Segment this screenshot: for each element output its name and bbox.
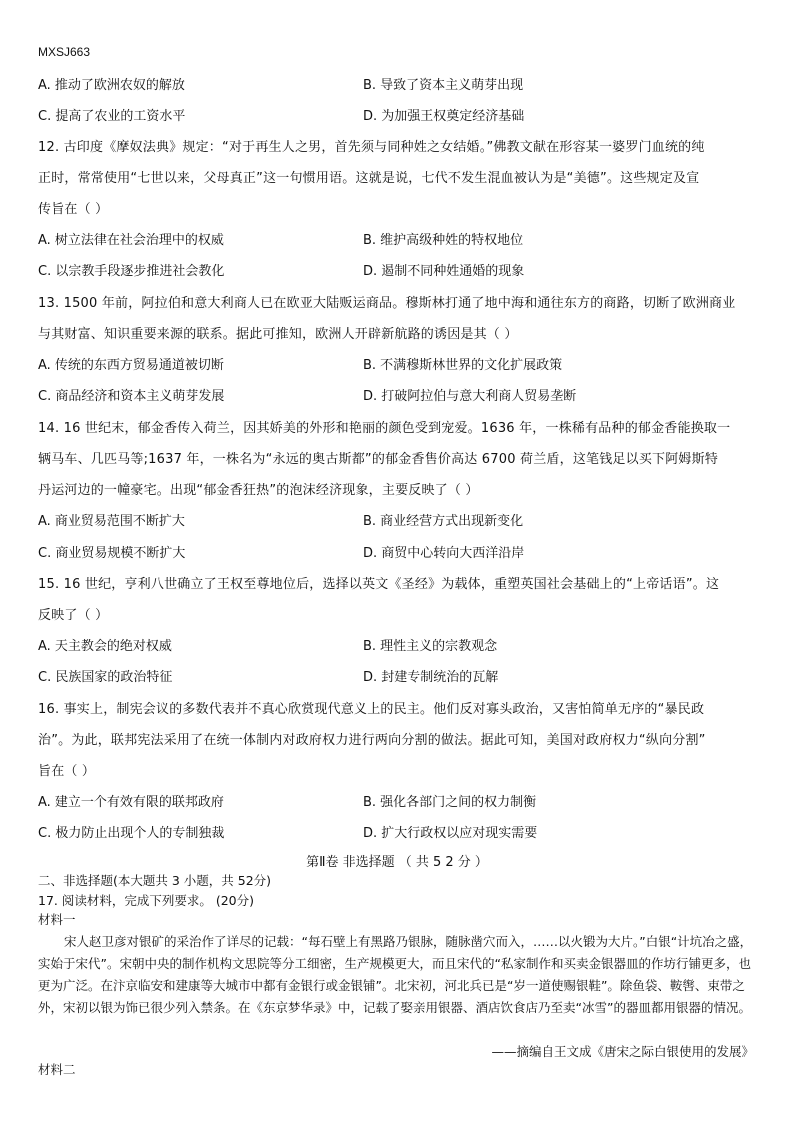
part2-title: 第Ⅱ卷 非选择题 （ 共 5 2 分 ） xyxy=(306,855,488,870)
q11-option-a: A. 推动了欧洲农奴的解放 xyxy=(38,78,185,93)
q13-option-a: A. 传统的东西方贸易通道被切断 xyxy=(38,358,224,373)
q14-option-a: A. 商业贸易范围不断扩大 xyxy=(38,514,185,529)
q13-stem-line1: 13. 1500 年前，阿拉伯和意大利商人已在欧亚大陆贩运商品。穆斯林打通了地中海和通往东方的商路，切断了欧洲商业 xyxy=(38,296,736,311)
q13-stem-line2: 与其财富、知识重要来源的联系。据此可推知，欧洲人开辟新航路的诱因是其（ ） xyxy=(38,327,518,342)
q12-option-b: B. 维护高级种姓的特权地位 xyxy=(363,233,524,248)
q12-stem-line1: 12. 古印度《摩奴法典》规定：“对于再生人之男，首先须与同种姓之女结婚。”佛教文献在形容某一婆罗门血统的纯 xyxy=(38,140,705,155)
material2-label: 材料二 xyxy=(38,1062,76,1077)
q13-option-d: D. 打破阿拉伯与意大利商人贸易垄断 xyxy=(363,389,577,404)
q15-option-c: C. 民族国家的政治特征 xyxy=(38,670,173,685)
q15-option-b: B. 理性主义的宗教观念 xyxy=(363,639,498,654)
q16-option-b: B. 强化各部门之间的权力制衡 xyxy=(363,795,537,810)
q14-option-b: B. 商业经营方式出现新变化 xyxy=(363,514,524,529)
q16-stem-line1: 16. 事实上，制宪会议的多数代表并不真心欣赏现代意义上的民主。他们反对寡头政治，又害怕简单无序的“暴民政 xyxy=(38,702,705,717)
q16-stem-line2: 治”。为此，联邦宪法采用了在统一体制内对政府权力进行两向分割的做法。据此可知，美国对政府权力“纵向分割” xyxy=(38,733,706,748)
q12-stem-line2: 正时，常常使用“七世以来，父母真正”这一句惯用语。这就是说，七代不发生混血被认为是“美德”。这些规定及宣 xyxy=(38,171,700,186)
q14-stem-line2: 辆马车、几匹马等;1637 年，一株名为“永远的奥古斯都”的郁金香售价高达 6700 荷兰盾，这笔钱足以买下阿姆斯特 xyxy=(38,452,719,467)
q14-option-d: D. 商贸中心转向大西洋沿岸 xyxy=(363,546,525,561)
q14-stem-line3: 丹运河边的一幢豪宅。出现“郁金香狂热”的泡沫经济现象，主要反映了（ ） xyxy=(38,483,479,498)
q12-option-c: C. 以宗教手段逐步推进社会教化 xyxy=(38,264,225,279)
q15-stem-line2: 反映了（ ） xyxy=(38,608,109,623)
q16-stem-line3: 旨在（ ） xyxy=(38,764,96,779)
q17-stem: 17. 阅读材料，完成下列要求。 (20分) xyxy=(38,893,254,908)
q15-option-a: A. 天主教会的绝对权威 xyxy=(38,639,172,654)
q12-option-a: A. 树立法律在社会治理中的权威 xyxy=(38,233,224,248)
q14-stem-line1: 14. 16 世纪末，郁金香传入荷兰，因其娇美的外形和艳丽的颜色受到宠爱。1636 年，一株稀有品种的郁金香能换取一 xyxy=(38,421,731,436)
q15-option-d: D. 封建专制统治的瓦解 xyxy=(363,670,499,685)
q13-option-b: B. 不满穆斯林世界的文化扩展政策 xyxy=(363,358,563,373)
material1-text: 宋人赵卫彦对银矿的采治作了详尽的记载：“每石壁上有黑路乃银脉，随脉凿穴而入，……以火锻为大片。”白银“计坑冶之盛，实始于宋代”。宋朝中央的制作机构文思院等分工细密，生产规模更大，而且宋代的“私家制作和买卖金银器皿的作坊行铺更多，也更为广泛。在汴京临安和建康等大城市中都有金银行或金银铺”。北宋初，河北兵已是“岁一道使赐银鞋”。除鱼袋、鞍辔、束带之外，宋初以银为饰已很少列入禁条。在《东京梦华录》中，记载了娶亲用银器、酒店饮食店乃至卖“冰雪”的器皿都用银器的情况。 xyxy=(38,934,753,1015)
q16-option-d: D. 扩大行政权以应对现实需要 xyxy=(363,826,538,841)
material1-label: 材料一 xyxy=(38,912,76,927)
q13-option-c: C. 商品经济和资本主义萌芽发展 xyxy=(38,389,225,404)
part2-heading: 二、非选择题(本大题共 3 小题，共 52分) xyxy=(38,873,272,888)
q11-option-c: C. 提高了农业的工资水平 xyxy=(38,109,186,124)
q15-stem-line1: 15. 16 世纪，亨利八世确立了王权至尊地位后，选择以英文《圣经》为载体，重塑英国社会基础上的“上帝话语”。这 xyxy=(38,577,720,592)
q14-option-c: C. 商业贸易规模不断扩大 xyxy=(38,546,186,561)
paper-code: MXSJ663 xyxy=(38,45,91,59)
q12-option-d: D. 遏制不同种姓通婚的现象 xyxy=(363,264,525,279)
q11-option-d: D. 为加强王权奠定经济基础 xyxy=(363,109,525,124)
material1-source: ——摘编自王文成《唐宋之际白银使用的发展》 xyxy=(491,1044,754,1059)
q16-option-c: C. 极力防止出现个人的专制独裁 xyxy=(38,826,225,841)
q11-option-b: B. 导致了资本主义萌芽出现 xyxy=(363,78,524,93)
q12-stem-line3: 传旨在（ ） xyxy=(38,202,109,217)
q16-option-a: A. 建立一个有效有限的联邦政府 xyxy=(38,795,224,810)
